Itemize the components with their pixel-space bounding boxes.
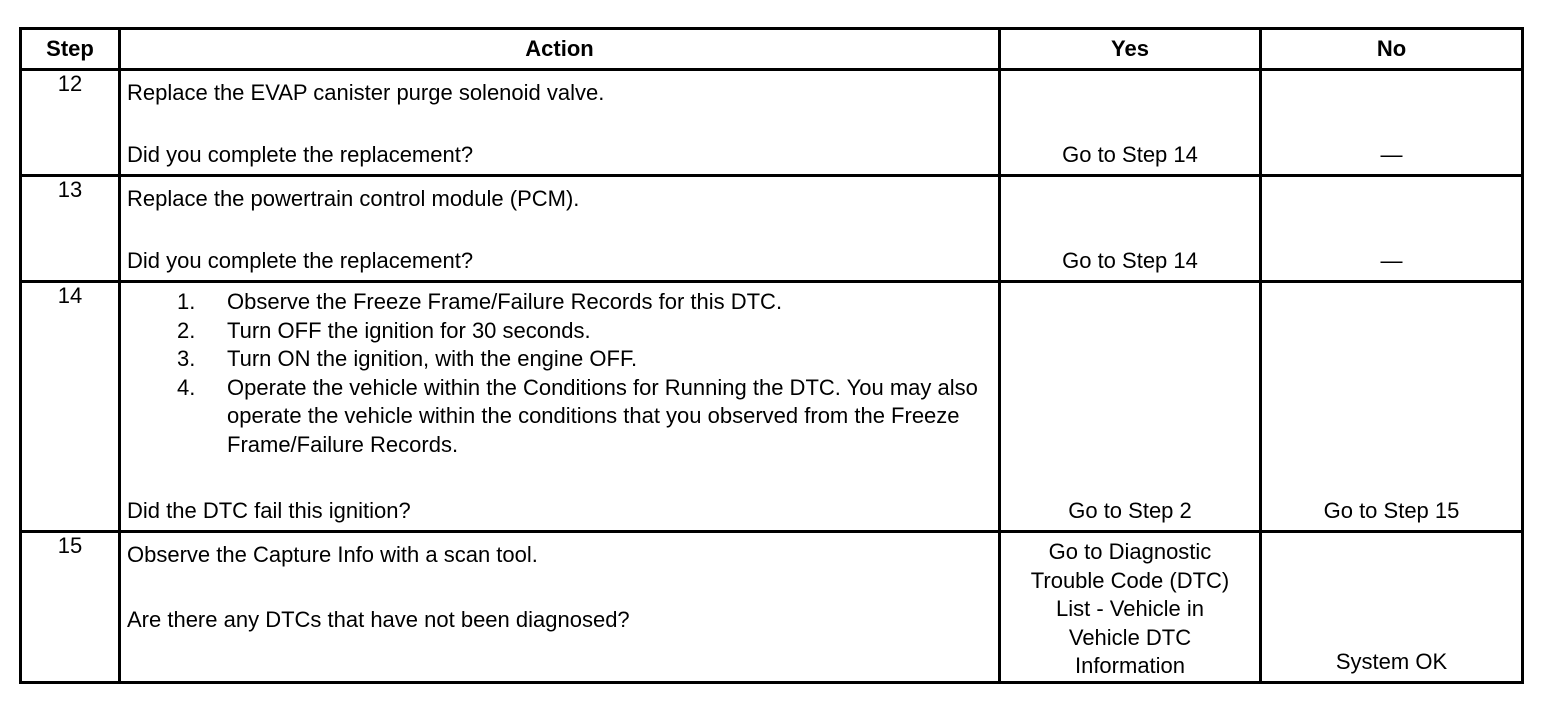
step-number: 13	[21, 176, 120, 282]
yes-result	[1001, 538, 1259, 681]
no-result: Go to Step 15	[1323, 498, 1460, 523]
yes-result-line: List - Vehicle in	[1056, 596, 1204, 622]
yes-cell	[1000, 70, 1261, 176]
action-cell	[120, 176, 1000, 282]
action-cell	[120, 532, 1000, 683]
action-text: Replace the EVAP canister purge solenoid valve.	[127, 80, 605, 105]
procedure-list	[127, 288, 988, 460]
procedure-step-text: Operate the vehicle within the Conditions for Running the DTC. You may also operate the vehicle within the conditions that you observed from the Freeze Frame/Failure Records.	[227, 374, 978, 457]
no-result: System OK	[1335, 649, 1448, 674]
yes-result: Go to Step 14	[1062, 248, 1198, 273]
action-text: Observe the Capture Info with a scan tool.	[127, 542, 538, 567]
action-text: Replace the powertrain control module (PCM).	[127, 186, 580, 211]
header-action: Action	[120, 29, 1000, 70]
diagnostic-table	[19, 27, 1524, 684]
question-text: Did you complete the replacement?	[127, 248, 474, 273]
no-result: —	[1380, 142, 1403, 167]
procedure-step-text: Observe the Freeze Frame/Failure Records for this DTC.	[227, 289, 783, 314]
yes-cell	[1000, 282, 1261, 532]
yes-cell	[1000, 532, 1261, 683]
header-step: Step	[21, 29, 120, 70]
action-cell	[120, 282, 1000, 532]
step-number: 15	[21, 532, 120, 683]
question-text: Did you complete the replacement?	[127, 142, 474, 167]
procedure-step-number: 2.	[177, 317, 196, 343]
table-row	[21, 176, 1523, 282]
procedure-step-text: Turn OFF the ignition for 30 seconds.	[227, 317, 591, 343]
table-row	[21, 532, 1523, 683]
step-number: 12	[21, 70, 120, 176]
yes-result-line: Trouble Code (DTC)	[1030, 567, 1230, 593]
yes-result: Go to Step 2	[1068, 498, 1192, 523]
no-cell	[1261, 176, 1523, 282]
procedure-step	[127, 288, 988, 317]
procedure-step	[127, 345, 988, 374]
procedure-step-number: 4.	[177, 374, 196, 400]
yes-result-line: Vehicle DTC	[1068, 624, 1192, 650]
procedure-step-number: 1.	[177, 289, 196, 314]
yes-cell	[1000, 176, 1261, 282]
yes-result: Go to Step 14	[1062, 142, 1198, 167]
no-result: —	[1380, 248, 1403, 273]
question-text: Did the DTC fail this ignition?	[127, 498, 411, 523]
table-row	[21, 70, 1523, 176]
yes-result-line: Information	[1074, 653, 1186, 679]
header-yes: Yes	[1000, 29, 1261, 70]
procedure-step-number: 3.	[177, 346, 196, 372]
yes-result-line: Go to Diagnostic	[1048, 539, 1212, 564]
no-cell	[1261, 532, 1523, 683]
header-row	[21, 29, 1523, 70]
procedure-step	[127, 374, 988, 460]
table-row	[21, 282, 1523, 532]
step-number: 14	[21, 282, 120, 532]
question-text: Are there any DTCs that have not been diagnosed?	[127, 607, 630, 632]
procedure-step-text: Turn ON the ignition, with the engine OFF.	[227, 346, 638, 372]
no-cell	[1261, 70, 1523, 176]
action-cell	[120, 70, 1000, 176]
header-no: No	[1261, 29, 1523, 70]
no-cell	[1261, 282, 1523, 532]
procedure-step	[127, 317, 988, 346]
